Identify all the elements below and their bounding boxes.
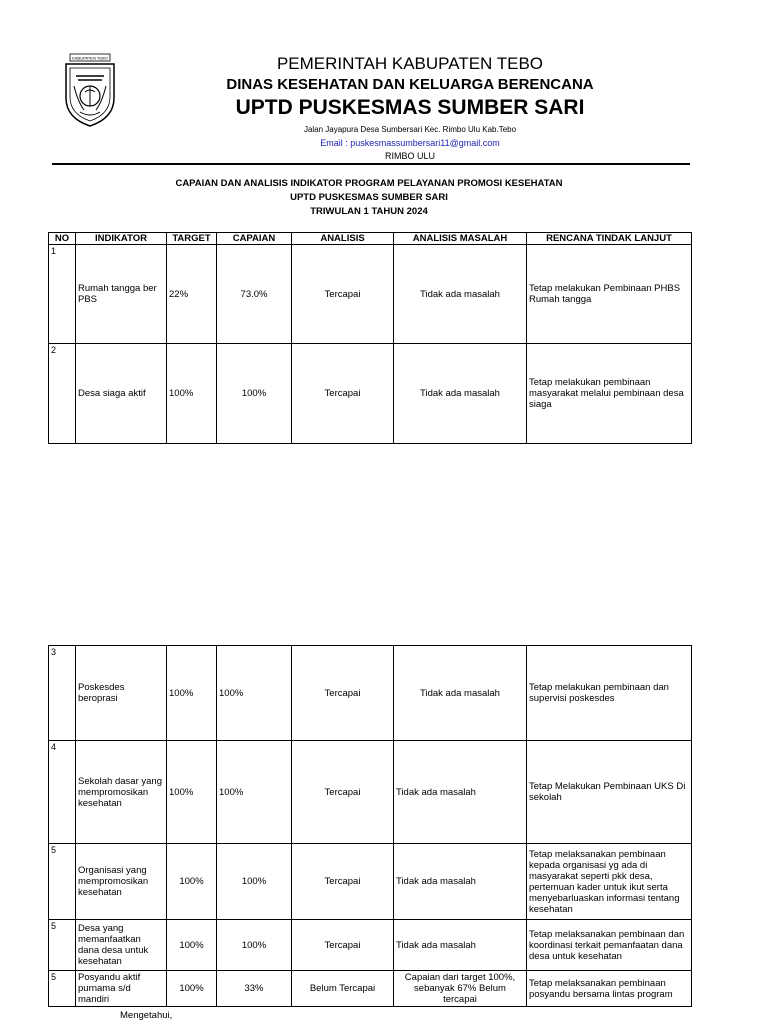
header-city: RIMBO ULU bbox=[384, 151, 435, 161]
cell-indikator: Sekolah dasar yang mempromosikan kesehatan bbox=[76, 741, 167, 844]
indicator-table-page-2 bbox=[48, 645, 692, 1007]
header-department: DINAS KESEHATAN DAN KELUARGA BERENCANA bbox=[226, 76, 594, 93]
cell-analisis-masalah: Tidak ada masalah bbox=[394, 344, 527, 444]
table-header-row bbox=[49, 233, 692, 245]
cell-rencana-tindak-lanjut: Tetap melakukan pembinaan dan supervisi poskesdes bbox=[527, 646, 692, 741]
cell-analisis: Tercapai bbox=[292, 920, 394, 971]
cell-capaian: 100% bbox=[217, 844, 292, 920]
cell-analisis-masalah: Tidak ada masalah bbox=[394, 920, 527, 971]
cell-capaian: 73.0% bbox=[217, 245, 292, 344]
table-row bbox=[49, 741, 692, 844]
col-header-analisis: ANALISIS bbox=[292, 233, 394, 245]
col-header-capaian: CAPAIAN bbox=[217, 233, 292, 245]
col-header-indikator: INDIKATOR bbox=[76, 233, 167, 245]
table-row bbox=[49, 245, 692, 344]
cell-capaian: 100% bbox=[217, 741, 292, 844]
cell-analisis-masalah: Capaian dari target 100%, sebanyak 67% Belum tercapai bbox=[394, 971, 527, 1007]
col-header-target: TARGET bbox=[167, 233, 217, 245]
kabupaten-tebo-logo bbox=[58, 52, 122, 128]
col-header-rencana-tindak-lanjut: RENCANA TINDAK LANJUT bbox=[527, 233, 692, 245]
cell-target: 100% bbox=[167, 344, 217, 444]
cell-rencana-tindak-lanjut: Tetap melakukan Pembinaan PHBS Rumah tangga bbox=[527, 245, 692, 344]
col-header-analisis-masalah: ANALISIS MASALAH bbox=[394, 233, 527, 245]
cell-capaian: 100% bbox=[217, 646, 292, 741]
cell-target: 100% bbox=[167, 971, 217, 1007]
cell-analisis: Tercapai bbox=[292, 344, 394, 444]
cell-indikator: Rumah tangga ber PBS bbox=[76, 245, 167, 344]
svg-text:KABUPATEN TEBO: KABUPATEN TEBO bbox=[72, 55, 108, 61]
table-row bbox=[49, 344, 692, 444]
cell-indikator: Desa yang memanfaatkan dana desa untuk kesehatan bbox=[76, 920, 167, 971]
cell-indikator: Posyandu aktif purnama s/d mandiri bbox=[76, 971, 167, 1007]
cell-analisis-masalah: Tidak ada masalah bbox=[394, 741, 527, 844]
table-row bbox=[49, 971, 692, 1007]
header-government: PEMERINTAH KABUPATEN TEBO bbox=[276, 54, 544, 73]
header-divider bbox=[52, 163, 690, 165]
cell-no: 1 bbox=[49, 245, 76, 344]
header-address: Jalan Jayapura Desa Sumbersari Kec. Rimbo Ulu Kab.Tebo bbox=[303, 125, 517, 134]
report-period: TRIWULAN 1 TAHUN 2024 bbox=[310, 206, 428, 217]
table-row bbox=[49, 920, 692, 971]
report-subtitle: UPTD PUSKESMAS SUMBER SARI bbox=[290, 192, 448, 203]
cell-rencana-tindak-lanjut: Tetap melaksanakan pembinaan posyandu bersama lintas program bbox=[527, 971, 692, 1007]
cell-indikator: Desa siaga aktif bbox=[76, 344, 167, 444]
cell-no: 5 bbox=[49, 920, 76, 971]
report-title: CAPAIAN DAN ANALISIS INDIKATOR PROGRAM PELAYANAN PROMOSI KESEHATAN bbox=[175, 178, 563, 189]
cell-analisis: Tercapai bbox=[292, 741, 394, 844]
cell-no: 2 bbox=[49, 344, 76, 444]
header-email[interactable]: Email : puskesmassumbersari11@gmail.com bbox=[320, 138, 500, 148]
cell-indikator: Poskesdes beroprasi bbox=[76, 646, 167, 741]
cell-no: 3 bbox=[49, 646, 76, 741]
cell-rencana-tindak-lanjut: Tetap melaksanakan pembinaan kepada organisasi yg ada di masyarakat seperti pkk desa, pertemuan kader untuk ikut serta menyebarluaskan informasi tentang kesehatan bbox=[527, 844, 692, 920]
cell-rencana-tindak-lanjut: Tetap Melakukan Pembinaan UKS Di sekolah bbox=[527, 741, 692, 844]
table-row bbox=[49, 844, 692, 920]
cell-analisis-masalah: Tidak ada masalah bbox=[394, 646, 527, 741]
cell-analisis: Tercapai bbox=[292, 646, 394, 741]
cell-analisis: Tercapai bbox=[292, 245, 394, 344]
cell-analisis: Tercapai bbox=[292, 844, 394, 920]
cell-analisis: Belum Tercapai bbox=[292, 971, 394, 1007]
cell-target: 100% bbox=[167, 844, 217, 920]
footer-acknowledged: Mengetahui, bbox=[120, 1010, 173, 1021]
cell-capaian: 100% bbox=[217, 344, 292, 444]
table-row bbox=[49, 646, 692, 741]
header-puskesmas: UPTD PUSKESMAS SUMBER SARI bbox=[235, 96, 585, 119]
cell-capaian: 33% bbox=[217, 971, 292, 1007]
cell-target: 100% bbox=[167, 646, 217, 741]
cell-rencana-tindak-lanjut: Tetap melaksanakan pembinaan dan koordinasi terkait pemanfaatan dana desa untuk kesehatan bbox=[527, 920, 692, 971]
cell-no: 4 bbox=[49, 741, 76, 844]
cell-target: 100% bbox=[167, 920, 217, 971]
cell-no: 5 bbox=[49, 971, 76, 1007]
cell-analisis-masalah: Tidak ada masalah bbox=[394, 844, 527, 920]
indicator-table-page-1 bbox=[48, 232, 692, 444]
cell-rencana-tindak-lanjut: Tetap melakukan pembinaan masyarakat melalui pembinaan desa siaga bbox=[527, 344, 692, 444]
col-header-no: NO bbox=[49, 233, 76, 245]
cell-no: 5 bbox=[49, 844, 76, 920]
cell-target: 22% bbox=[167, 245, 217, 344]
cell-analisis-masalah: Tidak ada masalah bbox=[394, 245, 527, 344]
cell-target: 100% bbox=[167, 741, 217, 844]
cell-indikator: Organisasi yang mempromosikan kesehatan bbox=[76, 844, 167, 920]
cell-capaian: 100% bbox=[217, 920, 292, 971]
